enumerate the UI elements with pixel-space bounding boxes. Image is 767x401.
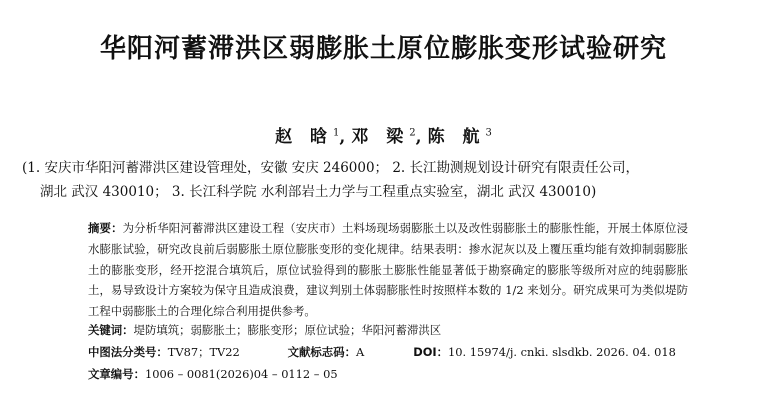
author-list xyxy=(0,122,767,147)
paper-title: 华阳河蓄滞洪区弱膨胀土原位膨胀变形试验研究 xyxy=(99,34,667,64)
author-affil-index: 1 xyxy=(333,127,340,139)
author-affil-index: 3 xyxy=(485,127,492,139)
doi-label: DOI： xyxy=(413,345,449,359)
doi-value: 10. 15974/j. cnki. slsdkb. 2026. 04. 018 xyxy=(448,345,676,359)
abstract-text: 为分析华阳河蓄滞洪区建设工程（安庆市）土料场现场弱膨胀土以及改性弱膨胀土的膨胀性能，开展土体原位浸水膨胀试验，研究改良前后弱膨胀土原位膨胀变形的变化规律。结果表明：掺水泥灰以及上覆压重均能有效抑制弱膨胀土的膨胀变形，经开挖混合填筑后，原位试验得到的膨胀土膨胀性能显著低于勘察确定的膨胀等级所对应的纯弱膨胀土，易导致设计方案较为保守且造成浪费，建议判别土体弱膨胀性时按照样本数的 1/2 来划分。研究成果可为类似堤防工程中弱膨胀土的合理化综合利用提供参考。 xyxy=(88,221,688,319)
classification-line xyxy=(88,344,676,360)
author-name: 陈 航 xyxy=(427,127,486,147)
article-number-value: 1006 – 0081(2026)04 – 0112 – 05 xyxy=(144,367,338,381)
keywords-text: 堤防填筑；弱膨胀土；膨胀变形；原位试验；华阳河蓄滞洪区 xyxy=(133,323,442,337)
affiliation-line: 湖北 武汉 430010； 3. 长江科学院 水利部岩土力学与工程重点实验室，湖北 武汉 430010) xyxy=(40,184,597,200)
doc-code-value: A xyxy=(355,345,365,359)
article-number-label: 文章编号： xyxy=(88,367,145,381)
abstract xyxy=(88,218,688,322)
affiliation-line: (1. 安庆市华阳河蓄滞洪区建设管理处，安徽 安庆 246000； 2. 长江勘测规划设计研究有限责任公司， xyxy=(22,160,640,176)
keywords xyxy=(88,322,441,338)
author-name: 赵 晗 xyxy=(275,127,334,147)
author-separator: , xyxy=(415,127,428,147)
affiliations xyxy=(22,156,752,204)
author-affil-index: 2 xyxy=(409,127,416,139)
author-separator: , xyxy=(339,127,352,147)
keywords-label: 关键词： xyxy=(88,323,134,337)
abstract-label: 摘要： xyxy=(88,221,123,235)
author-name: 邓 梁 xyxy=(351,127,410,147)
clc-value: TV87；TV22 xyxy=(167,345,240,359)
doc-code-label: 文献标志码： xyxy=(287,345,356,359)
clc-label: 中图法分类号： xyxy=(88,345,168,359)
article-number xyxy=(88,366,338,382)
